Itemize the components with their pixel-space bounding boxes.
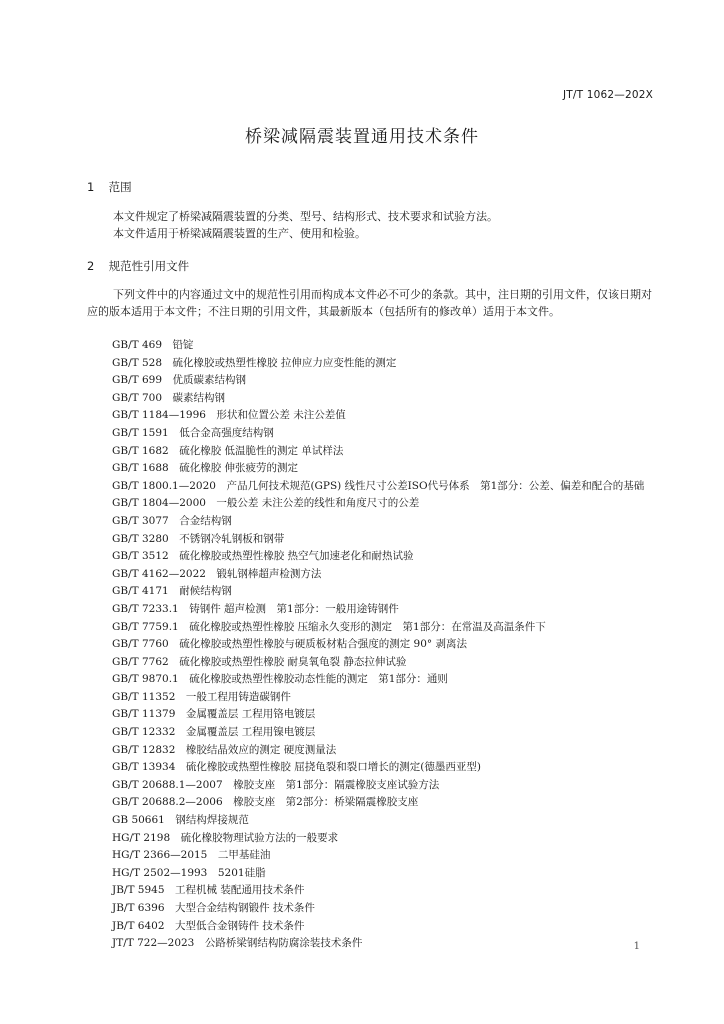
section-1-number: 1: [87, 180, 95, 194]
reference-item: GB/T 699 优质碳素结构钢: [112, 374, 247, 387]
reference-item: HG/T 2502—1993 5201硅脂: [112, 866, 266, 879]
reference-item: GB/T 1800.1—2020 产品几何技术规范(GPS) 线性尺寸公差ISO代号体系 第1部分：公差、偏差和配合的基础: [112, 479, 645, 492]
reference-item: GB/T 4162—2022 锻轧钢棒超声检测方法: [112, 567, 322, 580]
document-title: 桥梁减隔震装置通用技术条件: [245, 127, 479, 147]
reference-item: HG/T 2198 硫化橡胶物理试验方法的一般要求: [112, 831, 339, 844]
section-1-heading: [87, 179, 132, 195]
section-2-intro: 下列文件中的内容通过文中的规范性引用而构成本文件必不可少的条款。其中，注日期的引用文件，仅该日期对应的版本适用于本文件；不注日期的引用文件，其最新版本（包括所有的修改单）适用于本文件。: [87, 288, 652, 318]
reference-list: [87, 337, 657, 953]
reference-item: GB/T 3280 不锈钢冷轧钢板和钢带: [112, 532, 285, 545]
reference-item: JT/T 722—2023 公路桥梁钢结构防腐涂装技术条件: [112, 937, 363, 950]
reference-item: GB/T 1688 硫化橡胶 伸张疲劳的测定: [112, 462, 299, 475]
reference-item: GB/T 12832 橡胶结晶效应的测定 硬度测量法: [112, 743, 337, 756]
reference-item: GB/T 20688.1—2007 橡胶支座 第1部分：隔震橡胶支座试验方法: [112, 778, 440, 791]
reference-item: JB/T 5945 工程机械 装配通用技术条件: [112, 884, 305, 897]
reference-item: GB/T 9870.1 硫化橡胶或热塑性橡胶动态性能的测定 第1部分：通则: [112, 673, 448, 686]
page-number: 1: [633, 941, 640, 952]
reference-item: GB/T 7233.1 铸钢件 超声检测 第1部分：一般用途铸钢件: [112, 602, 399, 615]
reference-item: GB/T 13934 硫化橡胶或热塑性橡胶 屈挠龟裂和裂口增长的测定(德墨西亚型): [112, 761, 481, 774]
section-1-paragraph-2: 本文件适用于桥梁减隔震装置的生产、使用和检验。: [113, 227, 366, 240]
section-2-title: 规范性引用文件: [108, 259, 190, 273]
reference-item: GB/T 7760 硫化橡胶或热塑性橡胶与硬质板材粘合强度的测定 90° 剥离法: [112, 638, 467, 651]
reference-item: HG/T 2366—2015 二甲基硅油: [112, 849, 271, 862]
reference-item: GB/T 700 碳素结构钢: [112, 391, 226, 404]
reference-item: GB/T 1184—1996 形状和位置公差 未注公差值: [112, 409, 346, 422]
section-2-heading: [87, 258, 189, 274]
reference-item: JB/T 6396 大型合金结构钢锻件 技术条件: [112, 902, 315, 914]
reference-item: GB/T 1804—2000 一般公差 未注公差的线性和角度尺寸的公差: [112, 497, 420, 510]
reference-item: GB/T 11379 金属覆盖层 工程用铬电镀层: [112, 708, 316, 721]
reference-item: GB/T 20688.2—2006 橡胶支座 第2部分：桥梁隔震橡胶支座: [112, 796, 419, 809]
reference-item: GB/T 4171 耐候结构钢: [112, 585, 232, 598]
document-code: JT/T 1062—202X: [562, 89, 653, 101]
reference-item: GB/T 1682 硫化橡胶 低温脆性的测定 单试样法: [112, 444, 344, 457]
reference-item: GB/T 469 铅锭: [112, 339, 194, 351]
reference-item: GB/T 11352 一般工程用铸造碳钢件: [112, 690, 291, 703]
reference-item: JB/T 6402 大型低合金钢铸件 技术条件: [112, 919, 305, 932]
reference-item: GB/T 3512 硫化橡胶或热塑性橡胶 热空气加速老化和耐热试验: [112, 550, 414, 563]
reference-item: GB/T 12332 金属覆盖层 工程用镍电镀层: [112, 726, 316, 739]
section-1-title: 范围: [108, 180, 132, 194]
reference-item: GB 50661 钢结构焊接规范: [112, 814, 249, 827]
reference-item: GB/T 528 硫化橡胶或热塑性橡胶 拉伸应力应变性能的测定: [112, 356, 397, 369]
reference-item: GB/T 7762 硫化橡胶或热塑性橡胶 耐臭氧龟裂 静态拉伸试验: [112, 655, 407, 668]
section-1-paragraph-1: 本文件规定了桥梁减隔震装置的分类、型号、结构形式、技术要求和试验方法。: [113, 210, 498, 223]
reference-item: GB/T 1591 低合金高强度结构钢: [112, 426, 274, 439]
reference-item: GB/T 7759.1 硫化橡胶或热塑性橡胶 压缩永久变形的测定 第1部分：在常温及高温条件下: [112, 620, 546, 633]
section-2-number: 2: [87, 259, 95, 273]
reference-item: GB/T 3077 合金结构钢: [112, 514, 232, 527]
